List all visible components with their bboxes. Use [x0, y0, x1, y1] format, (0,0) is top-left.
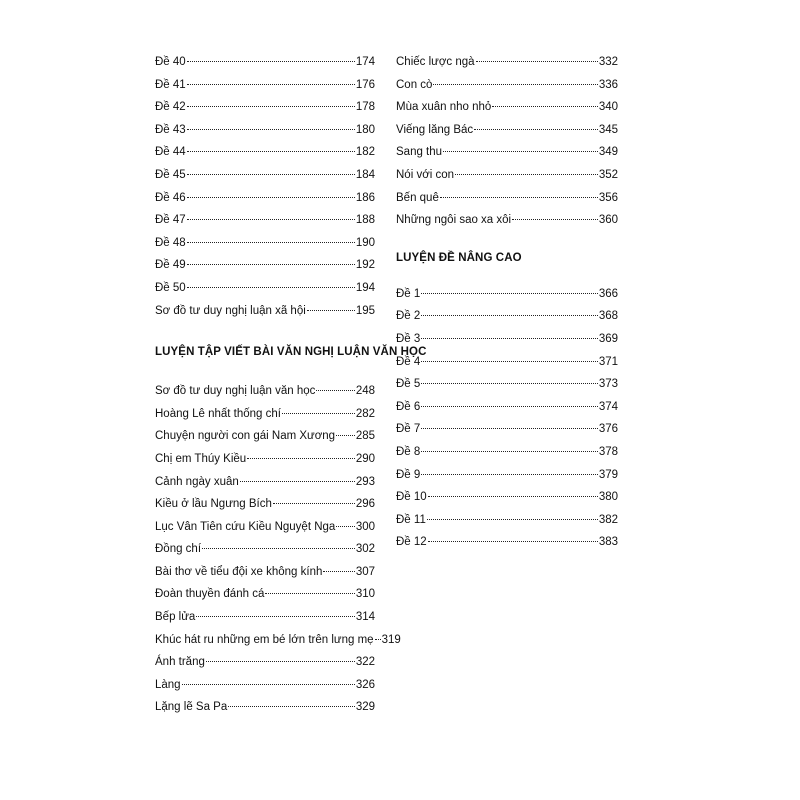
- toc-entry-title: Hoàng Lê nhất thống chí: [155, 407, 281, 420]
- dot-leader: [206, 661, 355, 662]
- dot-leader: [282, 413, 355, 414]
- dot-leader: [427, 519, 598, 520]
- toc-entry: [155, 187, 375, 210]
- toc-entry-title: Đề 46: [155, 191, 186, 204]
- toc-entry: [155, 674, 375, 697]
- dot-leader: [187, 287, 355, 288]
- toc-entry-page-number: 322: [355, 656, 375, 669]
- toc-entry-title: Khúc hát ru những em bé lớn trên lưng mẹ: [155, 633, 374, 646]
- toc-entry-title: Đề 44: [155, 146, 186, 159]
- toc-entry-page-number: 282: [355, 407, 375, 420]
- toc-entry-page-number: 178: [355, 101, 375, 114]
- dot-leader: [421, 451, 598, 452]
- toc-entry: [396, 351, 618, 374]
- toc-entry: [396, 305, 618, 328]
- toc-entry-page-number: 314: [355, 611, 375, 624]
- toc-entry-page-number: 373: [598, 378, 618, 391]
- toc-entry-page-number: 184: [355, 168, 375, 181]
- toc-entry-title: Đề 9: [396, 468, 421, 481]
- toc-entry-page-number: 349: [598, 146, 618, 159]
- toc-entry-title: Đề 42: [155, 101, 186, 114]
- toc-entry-page-number: 383: [598, 536, 618, 549]
- toc-entry: [396, 209, 618, 232]
- toc-entry-title: Sang thu: [396, 146, 443, 159]
- toc-entry-title: Bếp lửa: [155, 611, 196, 624]
- toc-entry-page-number: 340: [598, 101, 618, 114]
- toc-entry-title: Con cò: [396, 78, 433, 91]
- toc-entry-title: Đề 45: [155, 168, 186, 181]
- toc-entry: [155, 74, 375, 97]
- dot-leader: [240, 481, 355, 482]
- toc-entry: [155, 448, 375, 471]
- toc-entry: [155, 583, 375, 606]
- toc-entry: [396, 164, 618, 187]
- dot-leader: [316, 390, 354, 391]
- toc-entry-page-number: 300: [355, 520, 375, 533]
- toc-entry-page-number: 368: [598, 310, 618, 323]
- toc-entry-page-number: 345: [598, 123, 618, 136]
- toc-entry-page-number: 332: [598, 56, 618, 68]
- dot-leader: [421, 361, 598, 362]
- toc-entry: [396, 283, 618, 306]
- toc-entry: [155, 232, 375, 255]
- toc-entry-title: Mùa xuân nho nhỏ: [396, 101, 492, 114]
- toc-entry: [155, 277, 375, 300]
- toc-entry: [396, 441, 618, 464]
- toc-entry-title: Lặng lẽ Sa Pa: [155, 701, 228, 714]
- toc-entry-page-number: 380: [598, 491, 618, 504]
- toc-entry-page-number: 376: [598, 423, 618, 436]
- toc-entry-title: Chiếc lược ngà: [396, 56, 475, 68]
- dot-leader: [428, 541, 598, 542]
- dot-leader: [455, 174, 598, 175]
- toc-entry-title: Nói với con: [396, 168, 455, 181]
- toc-entry-title: Đề 7: [396, 423, 421, 436]
- toc-entry-title: Bến quê: [396, 191, 439, 204]
- toc-entry: [155, 471, 375, 494]
- toc-entry-title: Đề 50: [155, 281, 186, 294]
- toc-entry-title: Đề 11: [396, 513, 426, 526]
- dot-leader: [474, 129, 598, 130]
- toc-entry: [155, 425, 375, 448]
- toc-entry: [396, 74, 618, 97]
- dot-leader: [421, 474, 598, 475]
- toc-entry: [155, 51, 375, 74]
- toc-entry-title: Viếng lăng Bác: [396, 123, 474, 136]
- dot-leader: [202, 548, 355, 549]
- toc-entry: [155, 164, 375, 187]
- toc-entry: [396, 96, 618, 119]
- toc-entry: [396, 119, 618, 142]
- toc-entry-page-number: 369: [598, 332, 618, 345]
- toc-entry-title: Kiều ở lầu Ngưng Bích: [155, 498, 272, 511]
- dot-leader: [428, 496, 598, 497]
- toc-entry-page-number: 182: [355, 146, 375, 159]
- dot-leader: [228, 706, 355, 707]
- toc-entry-page-number: 192: [355, 259, 375, 272]
- toc-entry: [155, 141, 375, 164]
- toc-entry-page-number: 360: [598, 214, 618, 227]
- toc-entry: [155, 119, 375, 142]
- toc-entry-title: Đề 4: [396, 355, 421, 368]
- toc-entry-title: Đề 49: [155, 259, 186, 272]
- toc-entry: [396, 51, 618, 74]
- toc-entry-page-number: 186: [355, 191, 375, 204]
- toc-entry-page-number: 290: [355, 452, 375, 465]
- toc-entry-title: Đề 41: [155, 78, 186, 91]
- toc-entry-title: Đề 10: [396, 491, 427, 504]
- toc-entry-page-number: 293: [355, 475, 375, 488]
- toc-entry-page-number: 371: [598, 355, 618, 368]
- toc-entry-page-number: 180: [355, 123, 375, 136]
- toc-entry-page-number: 176: [355, 78, 375, 91]
- toc-entry: [155, 561, 375, 584]
- dot-leader: [421, 293, 598, 294]
- toc-entry-title: Những ngôi sao xa xôi: [396, 214, 512, 227]
- toc-entry-page-number: 174: [355, 56, 375, 68]
- dot-leader: [421, 428, 598, 429]
- dot-leader: [443, 151, 598, 152]
- toc-entry-page-number: 379: [598, 468, 618, 481]
- dot-leader: [476, 61, 598, 62]
- toc-entry-title: Đoàn thuyền đánh cá: [155, 588, 265, 601]
- toc-entry-title: Cảnh ngày xuân: [155, 475, 239, 488]
- toc-entry-title: Đề 12: [396, 536, 427, 549]
- toc-entry: [396, 464, 618, 487]
- dot-leader: [187, 174, 355, 175]
- toc-entry-title: Đề 6: [396, 400, 421, 413]
- dot-leader: [336, 435, 355, 436]
- toc-entry-page-number: 307: [355, 565, 375, 578]
- toc-entry-title: Chị em Thúy Kiều: [155, 452, 247, 465]
- toc-entry-page-number: 296: [355, 498, 375, 511]
- dot-leader: [187, 242, 355, 243]
- toc-entry: [396, 509, 618, 532]
- toc-entry-title: Ánh trăng: [155, 656, 205, 669]
- dot-leader: [440, 197, 598, 198]
- toc-entry-page-number: 188: [355, 214, 375, 227]
- toc-entry: [396, 141, 618, 164]
- dot-leader: [187, 129, 355, 130]
- toc-entry-title: Đề 2: [396, 310, 421, 323]
- toc-list-right-bottom: [396, 283, 618, 554]
- toc-list-left-top: [155, 51, 375, 322]
- toc-entry-page-number: 302: [355, 543, 375, 556]
- dot-leader: [336, 526, 355, 527]
- toc-entry-page-number: 382: [598, 513, 618, 526]
- toc-entry-page-number: 195: [355, 304, 375, 317]
- dot-leader: [187, 151, 355, 152]
- toc-entry: [155, 209, 375, 232]
- dot-leader: [375, 639, 381, 640]
- toc-entry: [396, 328, 618, 351]
- section-heading-advanced-exercises: LUYỆN ĐỀ NÂNG CAO: [396, 251, 522, 264]
- toc-entry-title: Bài thơ về tiểu đội xe không kính: [155, 565, 323, 578]
- dot-leader: [421, 383, 598, 384]
- toc-entry-title: Đề 1: [396, 287, 421, 300]
- dot-leader: [187, 197, 355, 198]
- toc-entry: [155, 254, 375, 277]
- toc-entry-page-number: 374: [598, 400, 618, 413]
- toc-entry: [155, 696, 375, 719]
- toc-entry-title: Lục Vân Tiên cứu Kiều Nguyệt Nga: [155, 520, 336, 533]
- toc-entry-title: Đề 43: [155, 123, 186, 136]
- dot-leader: [187, 106, 355, 107]
- toc-entry: [396, 187, 618, 210]
- toc-entry-page-number: 285: [355, 430, 375, 443]
- toc-entry: [155, 538, 375, 561]
- toc-entry: [155, 493, 375, 516]
- dot-leader: [187, 264, 355, 265]
- toc-entry-page-number: 194: [355, 281, 375, 294]
- dot-leader: [187, 219, 355, 220]
- toc-entry-title: Đề 8: [396, 445, 421, 458]
- toc-entry-page-number: 366: [598, 287, 618, 300]
- toc-entry-title: Đồng chí: [155, 543, 202, 556]
- toc-entry-title: Làng: [155, 678, 181, 691]
- dot-leader: [187, 61, 355, 62]
- dot-leader: [182, 684, 355, 685]
- toc-entry: [396, 531, 618, 554]
- toc-entry-page-number: 248: [355, 385, 375, 398]
- toc-entry-title: Đề 40: [155, 56, 186, 68]
- toc-entry-page-number: 352: [598, 168, 618, 181]
- section-heading-literary-essay: LUYỆN TẬP VIẾT BÀI VĂN NGHỊ LUẬN VĂN HỌC: [155, 346, 427, 359]
- toc-entry-page-number: 326: [355, 678, 375, 691]
- dot-leader: [323, 571, 354, 572]
- toc-entry-title: Đề 48: [155, 236, 186, 249]
- dot-leader: [492, 106, 598, 107]
- toc-entry-page-number: 329: [355, 701, 375, 714]
- toc-entry-title: Đề 5: [396, 378, 421, 391]
- toc-entry-title: Đề 47: [155, 214, 186, 227]
- toc-entry: [155, 629, 401, 652]
- toc-entry-page-number: 310: [355, 588, 375, 601]
- toc-entry-page-number: 190: [355, 236, 375, 249]
- dot-leader: [265, 593, 354, 594]
- toc-entry: [155, 403, 375, 426]
- toc-entry-page-number: 378: [598, 445, 618, 458]
- toc-entry-page-number: 336: [598, 78, 618, 91]
- toc-entry-title: Sơ đồ tư duy nghị luận văn học: [155, 385, 316, 398]
- toc-entry-title: Đề 3: [396, 332, 421, 345]
- dot-leader: [421, 406, 598, 407]
- dot-leader: [307, 310, 355, 311]
- toc-entry: [396, 418, 618, 441]
- toc-list-right-top: [396, 51, 618, 232]
- toc-list-left-bottom: [155, 380, 401, 719]
- toc-entry-title: Chuyện người con gái Nam Xương: [155, 430, 336, 443]
- toc-entry-page-number: 319: [381, 633, 401, 646]
- dot-leader: [421, 338, 598, 339]
- dot-leader: [273, 503, 355, 504]
- toc-entry: [155, 96, 375, 119]
- dot-leader: [433, 84, 597, 85]
- dot-leader: [247, 458, 355, 459]
- toc-entry: [155, 516, 375, 539]
- toc-entry: [155, 606, 375, 629]
- toc-entry: [155, 380, 375, 403]
- toc-entry-title: Sơ đồ tư duy nghị luận xã hội: [155, 304, 306, 317]
- toc-entry: [396, 373, 618, 396]
- dot-leader: [421, 315, 598, 316]
- dot-leader: [196, 616, 355, 617]
- toc-entry: [155, 300, 375, 323]
- toc-entry: [396, 486, 618, 509]
- toc-entry: [396, 396, 618, 419]
- dot-leader: [187, 84, 355, 85]
- dot-leader: [512, 219, 598, 220]
- toc-right-column: [396, 51, 618, 554]
- toc-entry: [155, 651, 375, 674]
- toc-entry-page-number: 356: [598, 191, 618, 204]
